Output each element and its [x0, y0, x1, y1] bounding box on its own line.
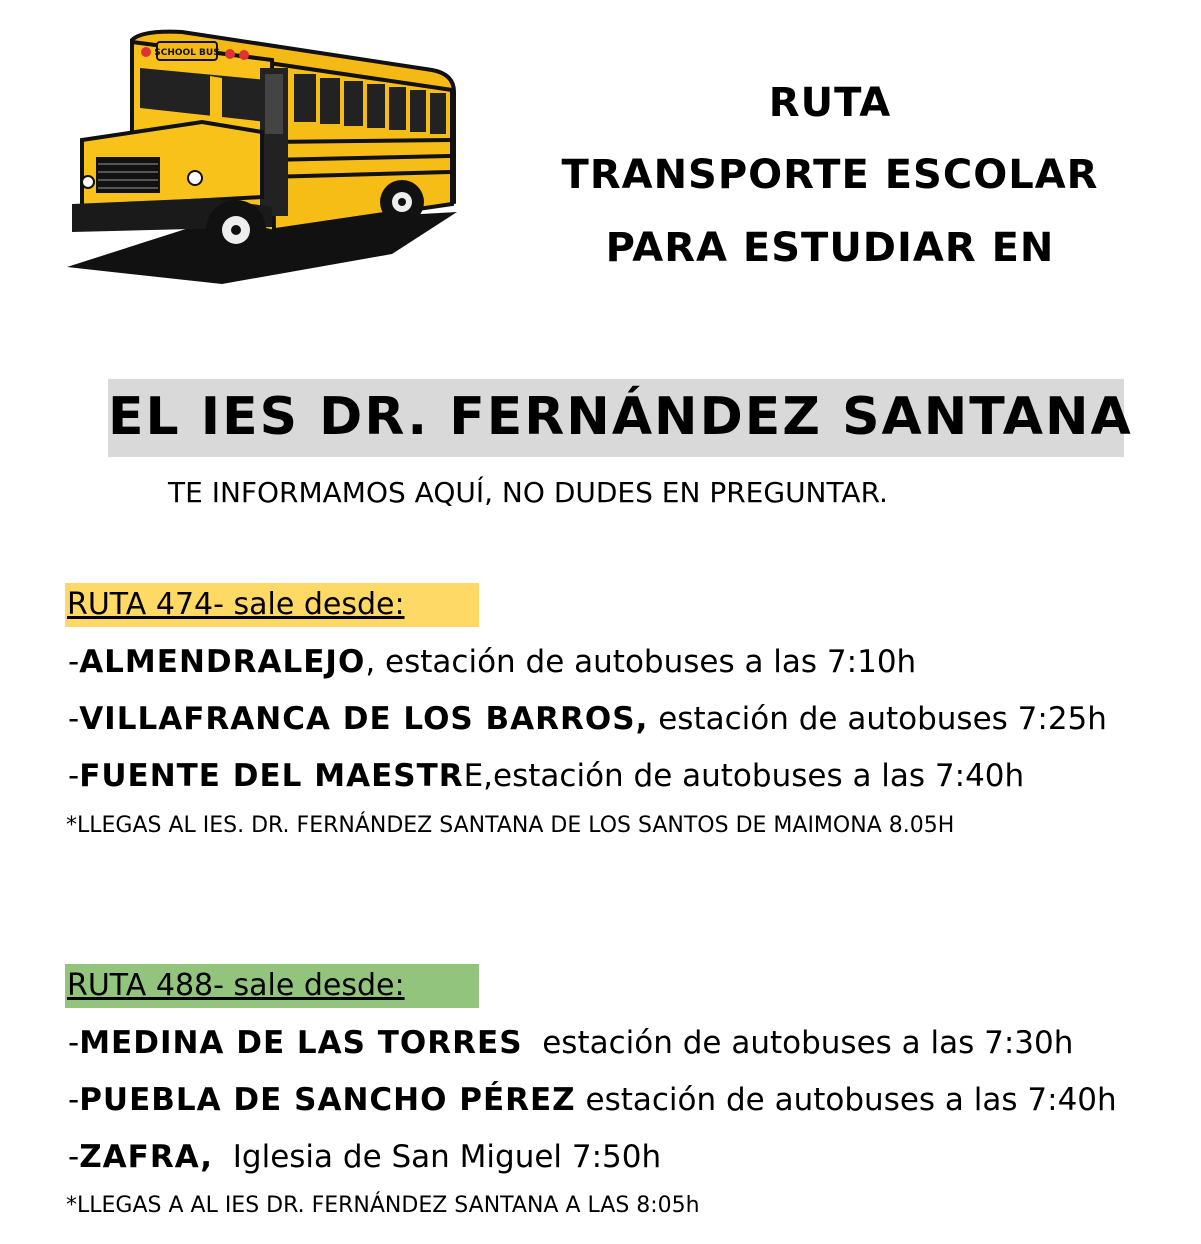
route-474-stop-1 — [68, 644, 916, 680]
route-488-note: *LLEGAS A AL IES DR. FERNÁNDEZ SANTANA A LAS 8:05h — [66, 1193, 700, 1218]
school-name: EL IES DR. FERNÁNDEZ SANTANA — [108, 387, 1133, 447]
stop-detail: Iglesia de San Miguel 7:50h — [213, 1139, 662, 1175]
stop-prefix: - — [68, 1025, 80, 1061]
stop-place: VILLAFRANCA DE LOS BARROS, — [79, 701, 649, 737]
stop-detail: E,estación de autobuses a las 7:40h — [463, 758, 1025, 794]
stop-prefix: - — [68, 644, 80, 680]
route-488-stop-1 — [68, 1025, 1073, 1061]
stop-place: PUEBLA DE SANCHO PÉREZ — [79, 1082, 576, 1118]
header-line-1: RUTA — [768, 80, 892, 126]
stop-detail: estación de autobuses a las 7:40h — [575, 1082, 1117, 1118]
stop-detail: estación de autobuses 7:25h — [648, 701, 1107, 737]
stop-place: ALMENDRALEJO — [79, 644, 366, 680]
school-bus-icon — [62, 22, 462, 288]
subtitle: TE INFORMAMOS AQUÍ, NO DUDES EN PREGUNTAR. — [168, 476, 888, 509]
stop-detail: , estación de autobuses a las 7:10h — [365, 644, 917, 680]
school-name-banner — [108, 379, 1133, 457]
route-488-stop-2 — [68, 1082, 1117, 1118]
stop-prefix: - — [68, 701, 80, 737]
bus-sign-text: SCHOOL BUS — [154, 48, 220, 58]
route-488-stop-3 — [68, 1139, 661, 1175]
stop-place: ZAFRA, — [79, 1139, 214, 1175]
route-474-note: *LLEGAS AL IES. DR. FERNÁNDEZ SANTANA DE LOS SANTOS DE MAIMONA 8.05H — [66, 813, 955, 838]
header-line-2: TRANSPORTE ESCOLAR — [561, 152, 1099, 198]
route-474-stop-3 — [68, 758, 1024, 794]
stop-prefix: - — [68, 758, 80, 794]
route-474-stop-2 — [68, 701, 1107, 737]
header-line-3: PARA ESTUDIAR EN — [605, 225, 1055, 271]
stop-place: MEDINA DE LAS TORRES — [79, 1025, 523, 1061]
route-488-heading: RUTA 488- sale desde: — [65, 964, 479, 1008]
stop-prefix: - — [68, 1082, 80, 1118]
stop-place: FUENTE DEL MAESTR — [79, 758, 464, 794]
route-474-heading: RUTA 474- sale desde: — [65, 583, 479, 627]
stop-prefix: - — [68, 1139, 80, 1175]
stop-detail: estación de autobuses a las 7:30h — [522, 1025, 1074, 1061]
